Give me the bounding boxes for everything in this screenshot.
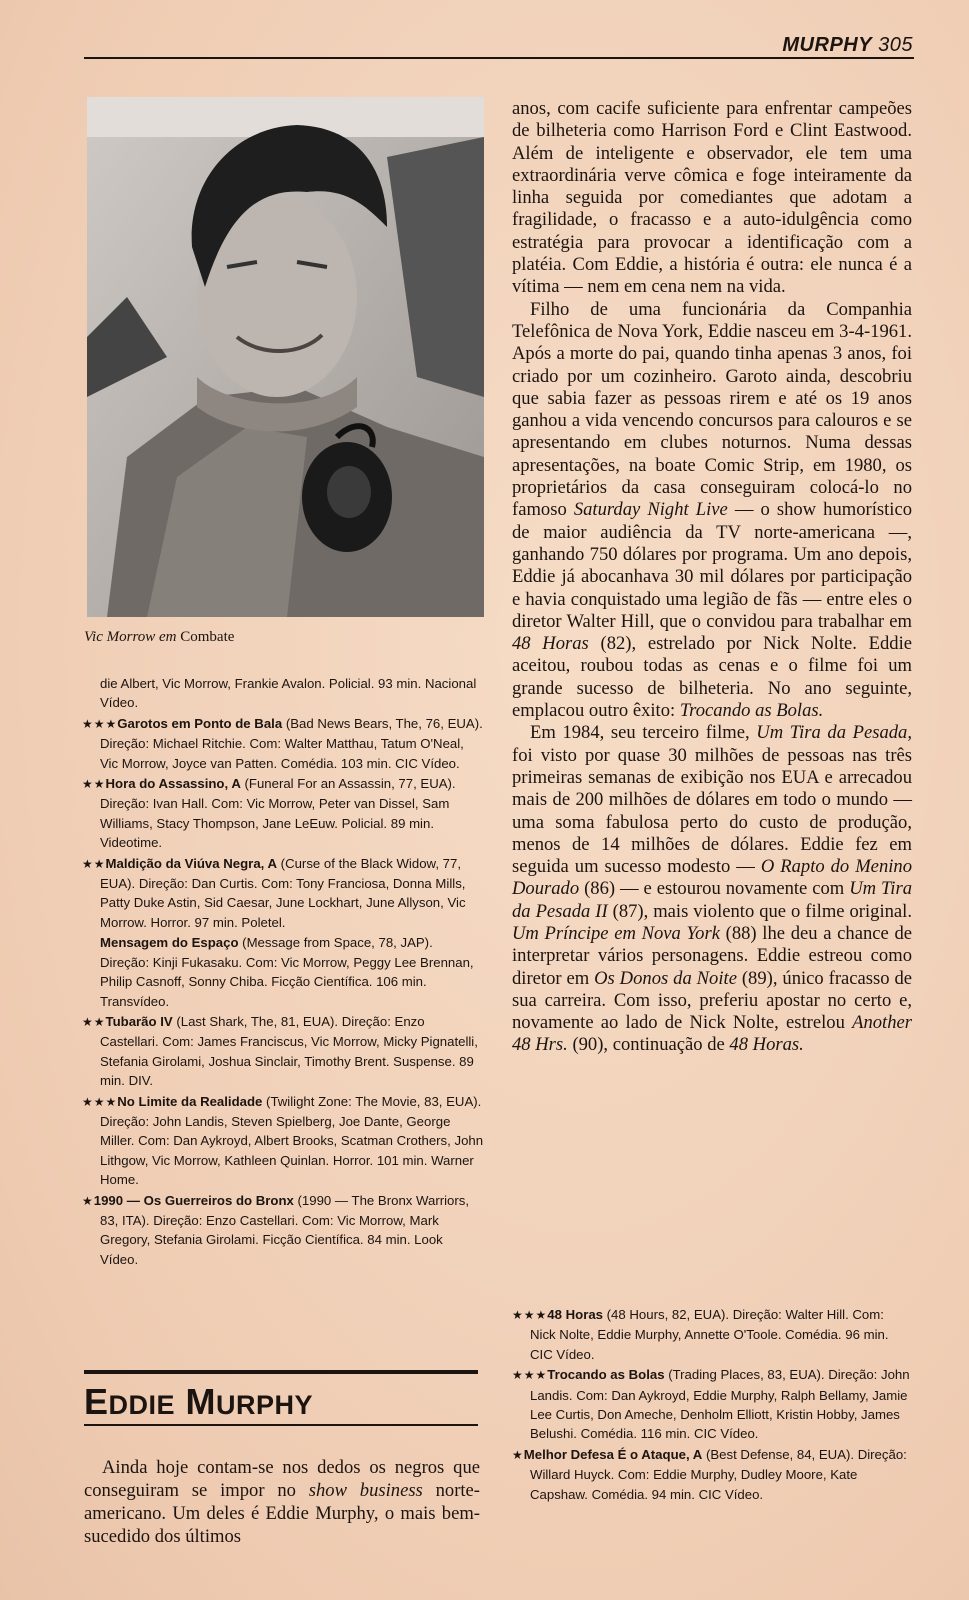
entry-text: (Curse of the Black Widow, 77, EUA). Direção: Dan Curtis. Com: Tony Franciosa, Donna Mills, Patty Duke Astin, Sid Caesar, June Lockhart, June Allyson, Vic Morrow. Horror. 97 min. Poletel.	[100, 855, 466, 930]
filmography-entry	[82, 674, 484, 713]
section-rule-top	[84, 1370, 478, 1374]
bio-italic: Trocando as Bolas.	[679, 700, 824, 722]
rating-stars: ★★★	[512, 1368, 548, 1383]
bio-italic: 48 Horas	[512, 633, 589, 655]
rating-stars: ★★	[82, 856, 106, 871]
rating-stars: ★	[82, 1193, 94, 1208]
bio-paragraph	[512, 299, 912, 723]
section-title	[84, 1381, 313, 1423]
filmography-entry	[82, 1092, 484, 1190]
filmography-entry	[512, 1365, 912, 1444]
bio-text: (88) lhe deu a chance de interpretar vários personagens. Eddie estreou como diretor em	[512, 922, 913, 989]
bio-text: foi visto por quase 30 milhões de pessoas nas três primeiras semanas de exibição nos EUA e arrecadou mais de 200 milhões de dólares em todo o mundo — uma soma fabulosa perto do custo de produção, menos de 14 milhões de dólares. Eddie fez em seguida um sucesso modesto —	[512, 744, 912, 878]
entry-title: 1990 — Os Guerreiros do Bronx	[93, 1192, 294, 1208]
running-head	[782, 34, 913, 57]
entry-title: Mensagem do Espaço	[100, 935, 239, 951]
biography-text	[512, 98, 912, 1057]
bio-text: — o show humorístico de maior audiência da TV norte-americana —, ganhando 750 dólares por programa. Um ano depois, Eddie já abocanhava 30 mil dólares por participação e havia conquistado uma legião de fãs — entre eles o diretor Walter Hill, que o convidou para trabalhar em	[512, 499, 912, 632]
title-rest-2: URPHY	[216, 1390, 314, 1420]
entry-title: Trocando as Bolas	[547, 1367, 665, 1383]
entry-text: (Funeral For an Assassin, 77, EUA). Direção: Ivan Hall. Com: Vic Morrow, Peter van Dissel, Sam Williams, Stacy Thompson, Jane LeEuw. Policial. 89 min. Videotime.	[100, 776, 456, 851]
entry-text: (1990 — The Bronx Warriors, 83, ITA). Direção: Enzo Castellari. Com: Vic Morrow, Mark Gregory, Stefania Girolami. Ficção Científica. 84 min. Look Vídeo.	[100, 1192, 470, 1267]
bio-text: (87), mais violento que o filme original.	[607, 900, 912, 922]
bio-italic: Um Tira da Pesada II	[512, 878, 912, 922]
entry-title: Melhor Defesa É o Ataque, A	[523, 1446, 703, 1462]
rating-stars: ★★★	[82, 1094, 118, 1109]
entry-text: (Last Shark, The, 81, EUA). Direção: Enzo Castellari. Com: James Franciscus, Vic Morrow, Micky Pignatelli, Stefania Girolami, Joshua Sinclair, Timothy Brent. Suspense. 89 min. DIV.	[100, 1013, 478, 1089]
page-number: 305	[878, 34, 913, 56]
bio-text: (90), continuação de	[567, 1034, 730, 1056]
entry-text: (Best Defense, 84, EUA). Direção: Willard Huyck. Com: Eddie Murphy, Dudley Moore, Kate Capshaw. Comédia. 94 min. CIC Vídeo.	[530, 1446, 907, 1502]
header-rule	[84, 57, 914, 59]
rating-stars: ★★	[82, 777, 106, 792]
caption-italic: Vic Morrow em	[84, 629, 177, 645]
section-rule-bottom	[84, 1424, 478, 1426]
entry-title: 48 Horas	[547, 1307, 603, 1322]
bio-text: (89), único fracasso de sua carreira. Com isso, preferiu apostar no certo e, novamente ao lado de Nick Nolte, estrelou	[512, 967, 912, 1034]
filmography-entry	[82, 1012, 484, 1091]
bio-italic: O Rapto do Menino Dourado	[512, 856, 912, 900]
bio-text: anos, com cacife suficiente para enfrentar campeões de bilheteria como Harrison Ford e Clint Eastwood. Além de inteligente e observador, ele tem uma extraordinária verve cômica e foge inteiramente da linha seguida por comediantes que adotam a fragilidade, o fracasso e a auto-idulgência como estratégia para provocar a identificação com a platéia. Com Eddie, a história é outra: ele nunca é a vítima — nem em cena nem na vida.	[512, 98, 912, 298]
entry-text: (Message from Space, 78, JAP). Direção: Kinji Fukasaku. Com: Vic Morrow, Peggy Lee Brennan, Philip Casnoff, Sonny Chiba. Ficção Científica. 106 min. Transvídeo.	[100, 935, 474, 1009]
filmography-entry	[82, 1191, 484, 1270]
bio-italic: Um Tira da Pesada,	[756, 722, 913, 744]
rating-stars: ★	[512, 1447, 524, 1462]
filmography-entry	[512, 1445, 912, 1504]
entry-title: Garotos em Ponto de Bala	[117, 715, 283, 731]
caption-plain: Combate	[180, 629, 235, 645]
intro-paragraph	[84, 1456, 480, 1548]
entry-text: die Albert, Vic Morrow, Frankie Avalon. Policial. 93 min. Nacional Vídeo.	[100, 676, 477, 711]
intro-text: norte-americano. Um deles é Eddie Murphy, o mais bem-sucedido dos últimos	[84, 1480, 481, 1547]
bio-italic: Another 48 Hrs.	[512, 1012, 912, 1056]
filmography-entry	[82, 714, 484, 773]
rating-stars: ★★	[82, 1014, 106, 1029]
photo-caption	[84, 629, 234, 646]
bio-italic: 48 Horas.	[729, 1034, 804, 1056]
entry-text: (Bad News Bears, The, 76, EUA). Direção: Michael Ritchie. Com: Walter Matthau, Tatum O'Neal, Vic Morrow, Joyce van Patten. Comédia. 103 min. CIC Vídeo.	[100, 715, 483, 771]
entry-title: Tubarão IV	[105, 1013, 173, 1029]
intro-italic: show business	[308, 1480, 423, 1501]
rating-stars: ★★★	[82, 716, 118, 731]
bio-paragraph	[512, 722, 912, 1056]
title-initial-2: M	[185, 1381, 217, 1422]
filmography-entry	[512, 1305, 912, 1364]
filmography-entry	[82, 933, 484, 1011]
title-rest-1: DDIE	[108, 1390, 176, 1420]
bio-text: Em 1984, seu terceiro filme,	[530, 722, 757, 744]
running-head-name: MURPHY	[782, 34, 873, 56]
intro-text: Ainda hoje contam-se nos dedos os negros que conseguiram se impor no	[84, 1457, 480, 1501]
rating-stars: ★★★	[512, 1308, 548, 1322]
bio-text: (86) — e estourou novamente com	[579, 878, 850, 900]
title-initial-1: E	[84, 1381, 109, 1422]
entry-title: No Limite da Realidade	[117, 1093, 263, 1109]
bio-italic: Os Donos da Noite	[594, 967, 737, 989]
left-filmography	[82, 674, 484, 1270]
bio-italic: Saturday Night Live	[573, 499, 728, 521]
portrait-photo	[87, 97, 484, 617]
bio-paragraph	[512, 98, 912, 299]
bio-text: (82), estrelado por Nick Nolte. Eddie aceitou, roubou todas as cenas e o filme foi um grande sucesso de bilheteria. No ano seguinte, emplacou outro êxito:	[512, 633, 912, 722]
entry-title: Maldição da Viúva Negra, A	[105, 855, 278, 871]
entry-title: Hora do Assassino, A	[105, 776, 241, 792]
entry-text: (Twilight Zone: The Movie, 83, EUA). Direção: John Landis, Steven Spielberg, Joe Dante, George Miller. Com: Dan Aykroyd, Albert Brooks, Scatman Crothers, John Lithgow, Vic Morrow, Kathleen Quinlan. Horror. 101 min. Warner Home.	[100, 1093, 484, 1188]
bio-text: Filho de uma funcionária da Companhia Telefônica de Nova York, Eddie nasceu em 3-4-1961. Após a morte do pai, quando tinha apenas 3 anos, foi criado por um cozinheiro. Garoto ainda, descobriu que sabia fazer as pessoas rirem e até os 19 anos ganhou a vida vencendo concursos para calouros e se apresentando em clubes noturnos. Numa dessas apresentações, na boate Comic Strip, em 1980, os proprietários da casa conseguiram colocá-lo no famoso	[512, 298, 912, 521]
right-filmography	[512, 1305, 912, 1505]
entry-text: (Trading Places, 83, EUA). Direção: John Landis. Com: Dan Aykroyd, Eddie Murphy, Ralph Bellamy, Jamie Lee Curtis, Don Ameche, Denholm Elliott, Kristin Hobby, James Belushi. Comédia. 116 min. CIC Vídeo.	[530, 1367, 910, 1442]
filmography-entry	[82, 854, 484, 933]
entry-text: (48 Hours, 82, EUA). Direção: Walter Hill. Com: Nick Nolte, Eddie Murphy, Annette O'Toole. Comédia. 96 min. CIC Vídeo.	[530, 1307, 889, 1362]
bio-italic: Um Príncipe em Nova York	[512, 922, 720, 944]
filmography-entry	[82, 774, 484, 853]
